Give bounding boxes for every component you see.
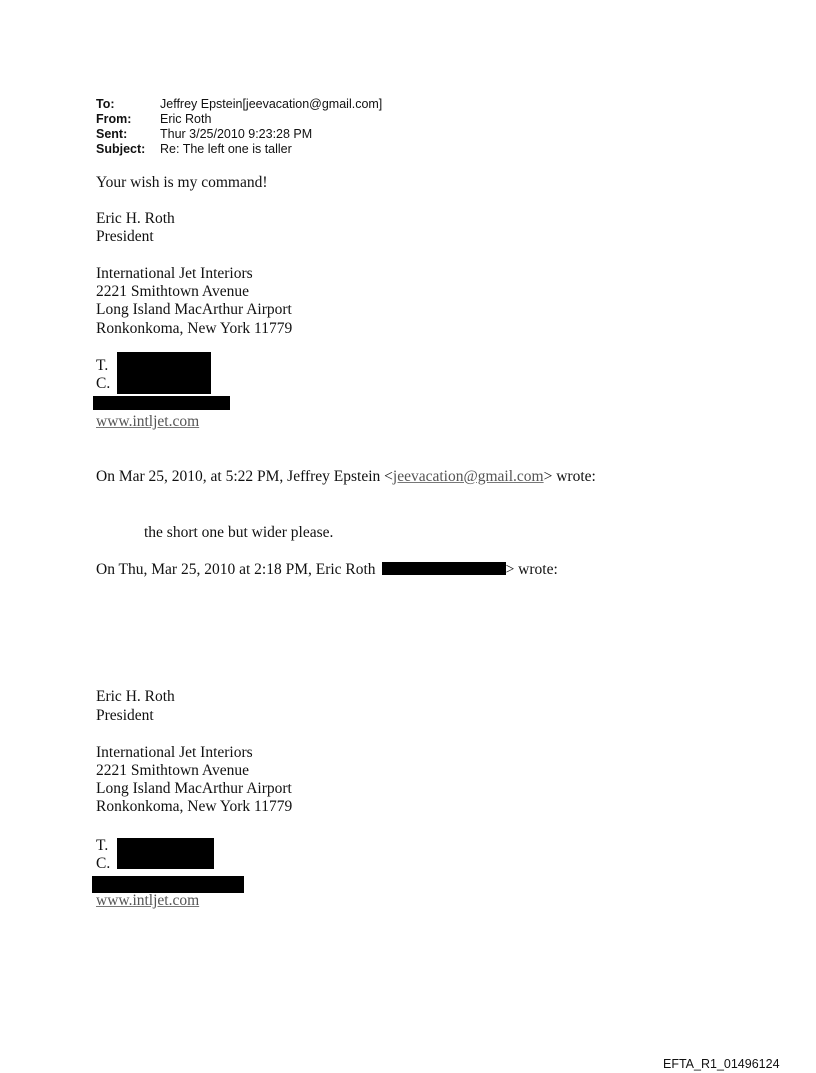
signature-address-line: Long Island MacArthur Airport [96, 301, 292, 318]
sent-label: Sent: [96, 127, 128, 141]
to-value: Jeffrey Epstein[jeevacation@gmail.com] [160, 97, 383, 111]
redaction-box [117, 838, 214, 869]
quote-attribution-2 [96, 561, 558, 579]
cell-label: C. [96, 855, 111, 872]
quote-attribution-1 [96, 468, 596, 486]
cell-label: C. [96, 375, 111, 392]
signature-name: Eric H. Roth [96, 210, 175, 227]
signature-address-line: Ronkonkoma, New York 11779 [96, 798, 293, 815]
website-link[interactable]: www.intljet.com [96, 892, 200, 909]
signature-address-line: 2221 Smithtown Avenue [96, 762, 249, 779]
signature-company: International Jet Interiors [96, 265, 253, 282]
quoted-message: the short one but wider please. [144, 524, 334, 541]
signature-title: President [96, 707, 154, 724]
subject-value: Re: The left one is taller [160, 142, 292, 156]
email-link[interactable]: jeevacation@gmail.com [392, 468, 544, 485]
from-value: Eric Roth [160, 112, 212, 126]
signature-title: President [96, 228, 154, 245]
signature-address-line: Ronkonkoma, New York 11779 [96, 320, 293, 337]
phone-label: T. [96, 357, 109, 374]
redaction-box [382, 562, 506, 575]
redaction-box [93, 396, 230, 410]
subject-label: Subject: [96, 142, 146, 156]
redaction-box [117, 352, 211, 394]
quote-suffix: > wrote: [505, 561, 558, 578]
reply-text: Your wish is my command! [96, 174, 268, 191]
signature-company: International Jet Interiors [96, 744, 253, 761]
website-link[interactable]: www.intljet.com [96, 413, 200, 430]
signature-address-line: Long Island MacArthur Airport [96, 780, 292, 797]
from-label: From: [96, 112, 132, 126]
redaction-box [92, 876, 244, 893]
signature-address-line: 2221 Smithtown Avenue [96, 283, 249, 300]
quote-suffix: > wrote: [543, 468, 596, 485]
sent-value: Thur 3/25/2010 9:23:28 PM [160, 127, 313, 141]
signature-name: Eric H. Roth [96, 688, 175, 705]
quote-prefix: On Mar 25, 2010, at 5:22 PM, Jeffrey Epstein < [96, 468, 393, 485]
phone-label: T. [96, 837, 109, 854]
quote-prefix: On Thu, Mar 25, 2010 at 2:18 PM, Eric Roth [96, 561, 376, 578]
document-id: EFTA_R1_01496124 [663, 1057, 780, 1071]
to-label: To: [96, 97, 115, 111]
